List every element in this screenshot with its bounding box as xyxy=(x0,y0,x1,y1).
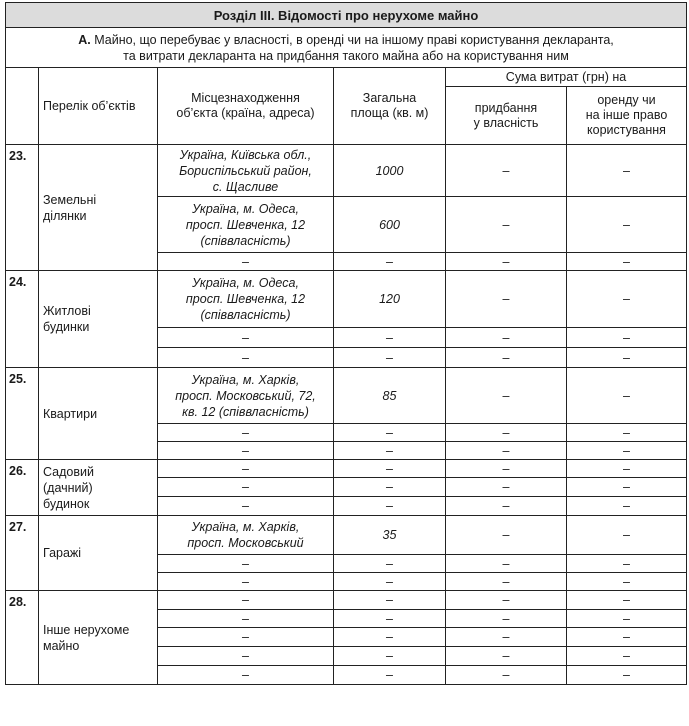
rent-cell xyxy=(567,253,687,271)
area-value: – xyxy=(386,254,393,269)
rent-cell xyxy=(567,573,687,591)
header-object-list-text: Перелік об’єктів xyxy=(43,98,136,113)
table-row xyxy=(6,368,687,424)
location-cell xyxy=(158,647,334,666)
rent-cell xyxy=(567,478,687,497)
area-value: 85 xyxy=(382,388,397,403)
area-value: – xyxy=(386,499,393,513)
purchase-cell xyxy=(446,478,567,497)
rent-value: – xyxy=(623,292,630,306)
purchase-cell xyxy=(446,145,567,197)
location-line: Україна, Київська обл., xyxy=(179,147,312,162)
purchase-value: – xyxy=(502,425,510,440)
location-line: просп. Московський xyxy=(187,536,304,550)
rent-cell xyxy=(567,610,687,628)
location-cell xyxy=(158,253,334,271)
group-number-text: 24. xyxy=(9,275,27,289)
group-number-text: 28. xyxy=(9,595,27,609)
location-cell xyxy=(158,497,334,516)
group-name-line: Квартири xyxy=(43,406,98,421)
rent-cell xyxy=(567,442,687,460)
header-number-blank xyxy=(6,68,39,145)
section-a-line-2: та витрати декларанта на придбання такого майна або на користування ним xyxy=(123,49,569,63)
group-number-text: 26. xyxy=(9,464,27,478)
rent-value: – xyxy=(623,630,630,644)
header-location-line: об’єкта (країна, адреса) xyxy=(176,106,315,120)
group-name xyxy=(39,271,158,368)
location-cell xyxy=(158,348,334,368)
section-a-heading xyxy=(5,27,687,68)
rent-value: – xyxy=(623,574,630,589)
purchase-value: – xyxy=(502,649,510,663)
rent-cell xyxy=(567,591,687,610)
location-cell xyxy=(158,610,334,628)
group-number-text: 25. xyxy=(9,372,27,386)
header-purchase-line: у власність xyxy=(473,115,539,130)
table-row xyxy=(6,460,687,478)
purchase-cell xyxy=(446,442,567,460)
area-cell xyxy=(334,666,446,685)
location-line: – xyxy=(242,330,249,345)
area-cell xyxy=(334,610,446,628)
group-number xyxy=(6,591,39,685)
section-title xyxy=(5,2,687,27)
location-cell xyxy=(158,368,334,424)
group-name-line: ділянки xyxy=(43,208,87,223)
purchase-value: – xyxy=(502,163,510,178)
area-cell xyxy=(334,555,446,573)
rent-cell xyxy=(567,348,687,368)
header-purchase xyxy=(446,87,567,145)
purchase-cell xyxy=(446,591,567,610)
area-cell xyxy=(334,442,446,460)
rent-value: – xyxy=(623,499,630,513)
rent-cell xyxy=(567,271,687,328)
rent-value: – xyxy=(623,611,630,626)
location-cell xyxy=(158,442,334,460)
rent-value: – xyxy=(623,425,630,440)
table-row xyxy=(6,271,687,328)
area-cell xyxy=(334,145,446,197)
rent-cell xyxy=(567,197,687,253)
area-cell xyxy=(334,253,446,271)
rent-value: – xyxy=(623,388,630,403)
location-line: – xyxy=(242,630,249,644)
area-value: 120 xyxy=(379,292,400,306)
purchase-cell xyxy=(446,348,567,368)
rent-cell xyxy=(567,497,687,516)
purchase-value: – xyxy=(502,593,510,607)
location-line: – xyxy=(242,254,249,269)
area-value: 35 xyxy=(382,528,397,542)
purchase-cell xyxy=(446,460,567,478)
location-cell xyxy=(158,145,334,197)
location-line: – xyxy=(242,461,249,476)
purchase-value: – xyxy=(502,480,510,494)
table-row xyxy=(6,591,687,610)
group-number-text: 23. xyxy=(9,149,27,163)
area-value: – xyxy=(386,668,393,682)
location-line: Україна, м. Одеса, xyxy=(192,201,299,216)
location-cell xyxy=(158,328,334,348)
location-line: Україна, м. Харків, xyxy=(191,520,300,534)
rent-cell xyxy=(567,666,687,685)
real-estate-table xyxy=(5,67,687,685)
group-name-line: Земельні xyxy=(43,192,97,207)
group-name-line: Інше нерухоме xyxy=(43,622,130,637)
rent-cell xyxy=(567,555,687,573)
area-value: – xyxy=(386,593,393,607)
section-title-text: Розділ ІІІ. Відомості про нерухоме майно xyxy=(213,7,479,23)
rent-cell xyxy=(567,647,687,666)
rent-value: – xyxy=(623,480,630,494)
location-line: – xyxy=(242,668,249,682)
area-cell xyxy=(334,271,446,328)
location-line: Бориспільський район, xyxy=(179,163,312,178)
purchase-cell xyxy=(446,647,567,666)
purchase-value: – xyxy=(502,350,510,365)
header-rent-line: оренду чи xyxy=(597,93,656,107)
purchase-cell xyxy=(446,197,567,253)
header-area-line: Загальна xyxy=(362,91,417,105)
purchase-cell xyxy=(446,516,567,555)
header-purchase-line: придбання xyxy=(474,100,538,115)
group-number xyxy=(6,271,39,368)
area-cell xyxy=(334,348,446,368)
location-cell xyxy=(158,460,334,478)
location-cell xyxy=(158,591,334,610)
area-value: – xyxy=(386,611,393,626)
group-name-line: Гаражі xyxy=(43,546,82,560)
header-area xyxy=(334,68,446,145)
area-value: – xyxy=(386,350,393,365)
rent-value: – xyxy=(623,649,630,663)
header-rent xyxy=(567,87,687,145)
header-rent-line: на інше право xyxy=(585,108,668,122)
purchase-value: – xyxy=(502,630,510,644)
location-line: – xyxy=(242,425,249,440)
rent-cell xyxy=(567,145,687,197)
group-name xyxy=(39,516,158,591)
purchase-cell xyxy=(446,497,567,516)
purchase-value: – xyxy=(502,254,510,269)
area-cell xyxy=(334,478,446,497)
purchase-value: – xyxy=(502,443,510,458)
area-value: 1000 xyxy=(375,163,404,178)
group-number xyxy=(6,516,39,591)
group-number-text: 27. xyxy=(9,520,27,534)
location-cell xyxy=(158,197,334,253)
purchase-value: – xyxy=(502,499,510,513)
location-line: просп. Шевченка, 12 xyxy=(185,292,306,306)
area-cell xyxy=(334,328,446,348)
purchase-cell xyxy=(446,555,567,573)
purchase-value: – xyxy=(502,388,510,403)
rent-value: – xyxy=(623,330,630,345)
area-value: – xyxy=(386,574,393,589)
purchase-value: – xyxy=(502,217,510,232)
area-cell xyxy=(334,628,446,647)
purchase-cell xyxy=(446,368,567,424)
purchase-cell xyxy=(446,271,567,328)
rent-cell xyxy=(567,328,687,348)
rent-value: – xyxy=(623,443,630,458)
group-name xyxy=(39,460,158,516)
rent-value: – xyxy=(623,556,630,571)
header-location xyxy=(158,68,334,145)
purchase-value: – xyxy=(502,668,510,682)
area-value: – xyxy=(386,425,393,440)
area-cell xyxy=(334,424,446,442)
header-costs xyxy=(446,68,687,87)
purchase-cell xyxy=(446,573,567,591)
location-cell xyxy=(158,478,334,497)
group-name xyxy=(39,591,158,685)
area-cell xyxy=(334,647,446,666)
purchase-value: – xyxy=(502,611,510,626)
real-estate-table-body xyxy=(6,68,687,685)
location-line: кв. 12 (співвласність) xyxy=(182,404,309,419)
location-line: – xyxy=(242,443,249,458)
location-line: – xyxy=(242,649,249,663)
location-line: Україна, м. Одеса, xyxy=(192,276,299,290)
purchase-cell xyxy=(446,424,567,442)
location-line: – xyxy=(242,556,249,571)
area-value: – xyxy=(386,461,393,476)
group-name-line: будинок xyxy=(43,496,90,511)
rent-value: – xyxy=(623,163,630,178)
area-value: – xyxy=(386,330,393,345)
purchase-cell xyxy=(446,666,567,685)
location-line: – xyxy=(242,480,249,494)
area-cell xyxy=(334,591,446,610)
group-number xyxy=(6,460,39,516)
rent-value: – xyxy=(623,593,630,607)
area-value: – xyxy=(386,443,393,458)
section-a-letter: А. xyxy=(78,33,91,47)
location-line: – xyxy=(242,350,249,365)
section-a-line-1 xyxy=(6,32,686,48)
location-cell xyxy=(158,555,334,573)
location-cell xyxy=(158,424,334,442)
location-cell xyxy=(158,628,334,647)
location-line: (співвласність) xyxy=(200,308,291,322)
group-number xyxy=(6,368,39,460)
purchase-value: – xyxy=(502,528,510,542)
rent-value: – xyxy=(623,528,630,542)
location-cell xyxy=(158,271,334,328)
area-value: – xyxy=(386,556,393,571)
area-cell xyxy=(334,497,446,516)
area-cell xyxy=(334,516,446,555)
rent-value: – xyxy=(623,254,630,269)
section-a-text-1: Майно, що перебуває у власності, в оренді чи на іншому праві користування декларанта, xyxy=(94,33,614,47)
group-name-line: Садовий xyxy=(43,464,94,479)
area-value: – xyxy=(386,630,393,644)
group-name-line: (дачний) xyxy=(43,480,93,495)
group-name-line: Житлові xyxy=(43,304,91,318)
location-cell xyxy=(158,573,334,591)
location-line: Україна, м. Харків, xyxy=(191,372,300,387)
table-row xyxy=(6,145,687,197)
header-row-1 xyxy=(6,68,687,87)
area-value: – xyxy=(386,649,393,663)
location-line: с. Щасливе xyxy=(212,179,279,194)
location-cell xyxy=(158,666,334,685)
location-line: – xyxy=(242,574,249,589)
purchase-cell xyxy=(446,328,567,348)
header-costs-text: Сума витрат (грн) на xyxy=(505,69,627,84)
rent-value: – xyxy=(623,350,630,365)
purchase-cell xyxy=(446,610,567,628)
purchase-value: – xyxy=(502,292,510,306)
area-value: – xyxy=(386,480,393,494)
group-name-line: майно xyxy=(43,638,80,653)
area-cell xyxy=(334,573,446,591)
area-cell xyxy=(334,460,446,478)
header-object-list xyxy=(39,68,158,145)
purchase-value: – xyxy=(502,556,510,571)
rent-cell xyxy=(567,368,687,424)
group-name-line: будинки xyxy=(43,320,90,334)
location-cell xyxy=(158,516,334,555)
header-rent-line: користування xyxy=(587,123,666,137)
area-cell xyxy=(334,197,446,253)
group-name xyxy=(39,145,158,271)
rent-cell xyxy=(567,516,687,555)
rent-cell xyxy=(567,628,687,647)
area-cell xyxy=(334,368,446,424)
rent-value: – xyxy=(623,461,630,476)
rent-cell xyxy=(567,424,687,442)
area-value: 600 xyxy=(379,217,400,232)
header-area-line: площа (кв. м) xyxy=(350,106,429,120)
rent-cell xyxy=(567,460,687,478)
rent-value: – xyxy=(623,217,630,232)
table-row xyxy=(6,516,687,555)
purchase-cell xyxy=(446,253,567,271)
location-line: – xyxy=(242,499,249,513)
location-line: – xyxy=(242,593,249,607)
purchase-value: – xyxy=(502,574,510,589)
location-line: просп. Московський, 72, xyxy=(175,388,316,403)
purchase-value: – xyxy=(502,461,510,476)
group-name xyxy=(39,368,158,460)
location-line: – xyxy=(242,611,249,626)
location-line: просп. Шевченка, 12 xyxy=(185,217,306,232)
group-number xyxy=(6,145,39,271)
header-location-line: Місцезнаходження xyxy=(191,91,300,105)
purchase-value: – xyxy=(502,330,510,345)
location-line: (співвласність) xyxy=(200,233,291,248)
rent-value: – xyxy=(623,668,630,682)
purchase-cell xyxy=(446,628,567,647)
